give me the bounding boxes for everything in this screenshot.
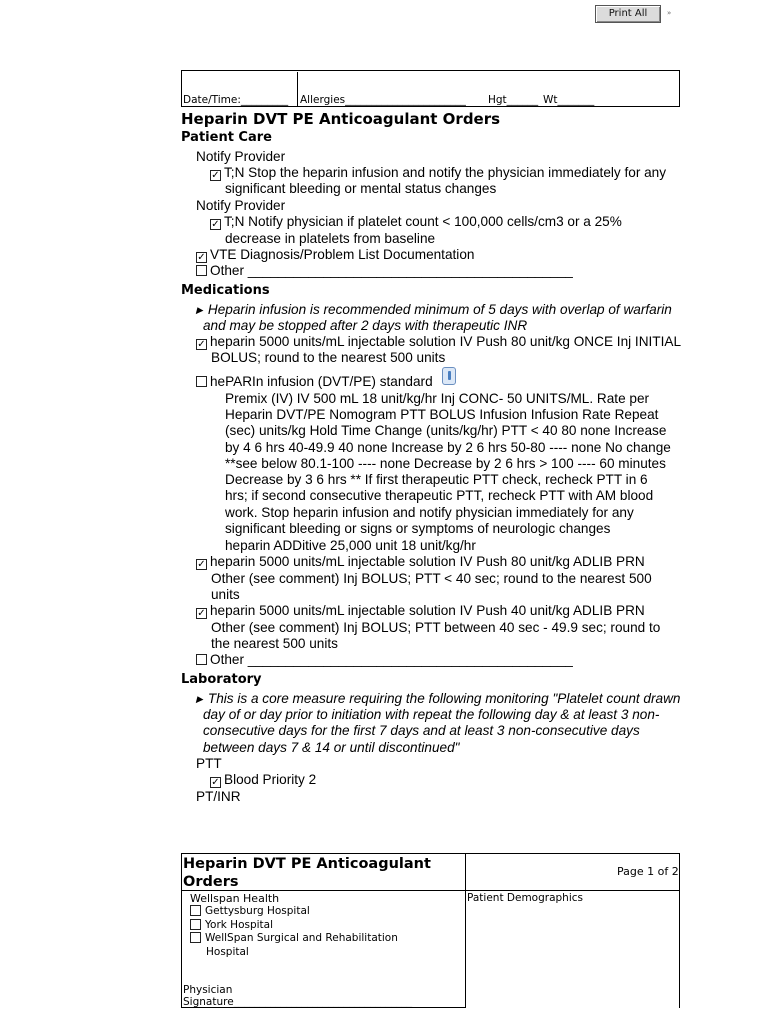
order-text-cont: significant bleeding or mental status changes (225, 181, 497, 196)
section-laboratory: Laboratory (181, 672, 262, 687)
order-text-cont: Other (see comment) Inj BOLUS; PTT between 40 sec - 49.9 sec; round to (211, 620, 661, 635)
page-title: Heparin DVT PE Anticoagulant Orders (181, 110, 501, 128)
footer-title: Heparin DVT PE Anticoagulant Orders (183, 856, 431, 890)
infusion-detail-line: **see below 80.1-100 ---- none Decrease by 2 6 hrs > 100 ---- 60 minutes (225, 456, 666, 471)
pt-inr-label: PT/INR (196, 789, 241, 804)
patient-demographics-label: Patient Demographics (467, 892, 583, 904)
print-all-button[interactable]: Print All (595, 5, 661, 23)
hospital-option-cont: Hospital (206, 946, 249, 958)
order-text: hePARIn infusion (DVT/PE) standard (210, 374, 433, 389)
checkbox-checked[interactable]: ✓ (197, 608, 206, 619)
bullet-icon: ▶ (196, 305, 203, 315)
infusion-detail-line: heparin ADDitive 25,000 unit 18 unit/kg/hr (225, 538, 476, 553)
order-heparin-prn-80[interactable] (196, 554, 645, 570)
order-vte[interactable] (196, 247, 474, 263)
checkbox-checked[interactable]: ✓ (197, 339, 206, 350)
checkbox-unchecked[interactable] (196, 265, 207, 276)
infusion-detail-line: significant bleeding or signs or symptoms of neurologic changes (225, 521, 611, 536)
signature-field[interactable]: Signature__________________________________ (183, 996, 413, 1008)
physician-label: Physician (183, 984, 233, 996)
infusion-detail-line: Premix (IV) IV 500 mL 18 unit/kg/hr Inj CONC- 50 UNITS/ML. Rate per (225, 391, 650, 406)
hospital-option[interactable]: Gettysburg Hospital (190, 905, 310, 917)
page-number: Page 1 of 2 (617, 865, 679, 878)
order-stop-heparin[interactable] (210, 165, 666, 181)
infusion-detail-line: work. Stop heparin infusion and notify physician immediately for any (225, 505, 634, 520)
infusion-detail-line: Decrease by 3 6 hrs ** If first therapeutic PTT check, recheck PTT in 6 (225, 472, 648, 487)
order-heparin-prn-40[interactable] (196, 603, 645, 619)
infusion-detail-line: hrs; if second consecutive therapeutic PTT, recheck PTT with AM blood (225, 488, 654, 503)
medication-note: ▶ Heparin infusion is recommended minimum of 5 days with overlap of warfarin (196, 302, 672, 317)
order-text: T;N Stop the heparin infusion and notify the physician immediately for any (224, 165, 667, 180)
order-text-cont: the nearest 500 units (211, 636, 338, 651)
section-medications: Medications (181, 283, 270, 298)
laboratory-note-cont: consecutive days for the first 7 days and at least 3 non-consecutive days (203, 723, 640, 738)
datetime-field: Date/Time:_________ (183, 94, 289, 106)
order-text-cont: decrease in platelets from baseline (225, 231, 436, 246)
laboratory-note: ▶ This is a core measure requiring the following monitoring "Platelet count drawn (196, 691, 681, 706)
ptt-label: PTT (196, 756, 222, 771)
checkbox-unchecked[interactable] (190, 932, 201, 943)
order-text: heparin 5000 units/mL injectable solution IV Push 80 unit/kg ADLIB PRN (210, 554, 645, 569)
order-text: Other ___________________________________________ (210, 652, 573, 667)
checkbox-unchecked[interactable] (196, 376, 207, 387)
order-text: heparin 5000 units/mL injectable solution IV Push 40 unit/kg ADLIB PRN (210, 603, 645, 618)
notify-provider-label: Notify Provider (196, 198, 286, 213)
checkbox-unchecked[interactable] (196, 654, 207, 665)
allergies-field: Allergies_______________________ (300, 94, 466, 106)
order-other[interactable] (196, 652, 573, 668)
order-text: T;N Notify physician if platelet count < 100,000 cells/cm3 or a 25% (224, 214, 622, 229)
order-other[interactable] (196, 263, 573, 279)
infusion-detail-line: by 4 6 hrs 40-49.9 40 none Increase by 2 6 hrs 50-80 ---- none No change (225, 440, 671, 455)
order-text: Blood Priority 2 (224, 772, 317, 787)
checkbox-checked[interactable]: ✓ (197, 252, 206, 263)
order-text: Other ___________________________________________ (210, 263, 573, 278)
checkbox-checked[interactable]: ✓ (211, 219, 220, 230)
print-options-icon[interactable]: » (667, 9, 672, 17)
order-platelet-notify[interactable] (210, 214, 622, 230)
header-divider (297, 72, 298, 107)
hospital-option[interactable]: WellSpan Surgical and Rehabilitation (190, 932, 398, 944)
weight-field: Wt_______ (543, 94, 595, 106)
order-text-cont: BOLUS; round to the nearest 500 units (211, 350, 446, 365)
height-field: Hgt______ (488, 94, 539, 106)
medication-note-cont: and may be stopped after 2 days with therapeutic INR (203, 318, 528, 333)
checkbox-unchecked[interactable] (190, 919, 201, 930)
order-ptt[interactable] (210, 772, 316, 788)
checkbox-checked[interactable]: ✓ (197, 559, 206, 570)
infusion-detail-line: Heparin DVT/PE Nomogram PTT BOLUS Infusion Infusion Rate Repeat (225, 407, 659, 422)
checkbox-unchecked[interactable] (190, 905, 201, 916)
infusion-detail-line: (sec) units/kg Hold Time Change (units/kg/hr) PTT < 40 80 none Increase (225, 423, 667, 438)
checkbox-checked[interactable]: ✓ (211, 777, 220, 788)
notify-provider-label: Notify Provider (196, 149, 286, 164)
laboratory-note-cont: day of or day prior to initiation with repeat the following day & at least 3 non- (203, 707, 660, 722)
order-heparin-infusion[interactable] (196, 374, 433, 390)
laboratory-note-cont: between days 7 & 14 or until discontinued" (203, 740, 460, 755)
infusion-icon[interactable] (442, 367, 456, 385)
order-text-cont: units (211, 587, 240, 602)
order-text: heparin 5000 units/mL injectable solution IV Push 80 unit/kg ONCE Inj INITIAL (210, 334, 682, 349)
order-text-cont: Other (see comment) Inj BOLUS; PTT < 40 sec; round to the nearest 500 (211, 571, 652, 586)
order-heparin-bolus[interactable] (196, 334, 681, 350)
hospital-option[interactable]: York Hospital (190, 919, 273, 931)
footer-divider-vertical (465, 853, 466, 1008)
checkbox-checked[interactable]: ✓ (211, 170, 220, 181)
section-patient-care: Patient Care (181, 130, 272, 145)
organization-name: Wellspan Health (190, 892, 280, 905)
bullet-icon: ▶ (196, 694, 203, 704)
order-text: VTE Diagnosis/Problem List Documentation (210, 247, 475, 262)
